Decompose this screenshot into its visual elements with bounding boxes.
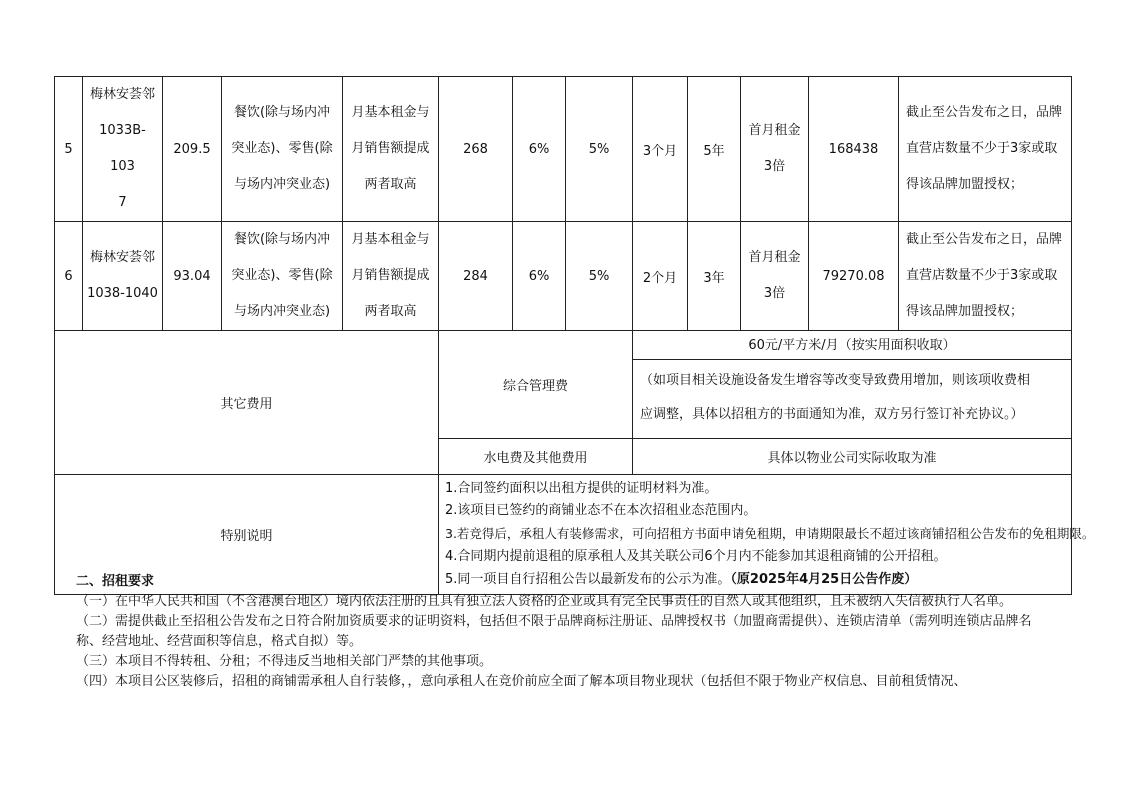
- utility-fee-label: 水电费及其他费用: [439, 439, 633, 475]
- requirement-paragraph: （一）在中华人民共和国（不含港澳台地区）境内依法注册的且具有独立法人资格的企业或具有完全民事责任的自然人或其他组织，且未被纳入失信被执行人名单。: [76, 594, 1013, 609]
- amount: 79270.08: [809, 222, 899, 331]
- requirements-section: [76, 572, 1056, 692]
- qualification: 截止至公告发布之日，品牌 直营店数量不少于3家或取 得该品牌加盟授权；: [899, 222, 1072, 331]
- section-title: 二、招租要求: [76, 574, 155, 589]
- shop-name: 梅林安荟邻 1033B-103 7: [83, 77, 163, 222]
- note-item-last: 5.同一项目自行招租公告以最新发布的公示为准。（原2025年4月25日公告作废）: [445, 571, 918, 587]
- deposit: 首月租金 3倍: [741, 77, 809, 222]
- shop-name: 梅林安荟邻 1038-1040: [83, 222, 163, 331]
- row-number: 5: [55, 77, 83, 222]
- requirement-paragraph: （三）本项目不得转租、分租；不得违反当地相关部门严禁的其他事项。: [76, 654, 493, 669]
- table-row: [55, 77, 1072, 222]
- row-number: 6: [55, 222, 83, 331]
- mgmt-fee-note: （如项目相关设施设备发生增容等改变导致费用增加，则该项收费相 应调整，具体以招租方的书面通知为准，双方另行签订补充协议。）: [640, 373, 1031, 422]
- free-period: 3个月: [633, 77, 688, 222]
- note-item: 2.该项目已签约的商铺业态不在本次招租业态范围内。: [445, 503, 757, 519]
- other-fees-label: 其它费用: [55, 331, 439, 475]
- special-notes-label: 特别说明: [55, 475, 439, 595]
- qualification: 截止至公告发布之日，品牌 直营店数量不少于3家或取 得该品牌加盟授权；: [899, 77, 1072, 222]
- rent-method: 月基本租金与 月销售额提成 两者取高: [343, 222, 439, 331]
- rate-2: 5%: [566, 222, 633, 331]
- shop-use: 餐饮(除与场内冲 突业态)、零售(除 与场内冲突业态): [222, 222, 343, 331]
- note-item: 4.合同期内提前退租的原承租人及其关联公司6个月内不能参加其退租商铺的公开招租。: [445, 548, 947, 564]
- other-fees-row: [55, 331, 1072, 439]
- utility-fee-value: 具体以物业公司实际收取为准: [633, 439, 1072, 475]
- rent-method: 月基本租金与 月销售额提成 两者取高: [343, 77, 439, 222]
- note-item: 1.合同签约面积以出租方提供的证明材料为准。: [445, 480, 718, 496]
- requirement-paragraph: （四）本项目公区装修后，招租的商铺需承租人自行装修，，意向承租人在竞价前应全面了解本项目物业现状（包括但不限于物业产权信息、目前租赁情况、: [76, 674, 967, 689]
- rate-1: 6%: [513, 222, 566, 331]
- lease-term: 5年: [688, 77, 741, 222]
- free-period: 2个月: [633, 222, 688, 331]
- table-row: [55, 222, 1072, 331]
- shop-area: 209.5: [163, 77, 222, 222]
- base-rent: 268: [439, 77, 513, 222]
- shop-area: 93.04: [163, 222, 222, 331]
- mgmt-fee-value: [633, 331, 1072, 439]
- lease-table: [54, 76, 1095, 595]
- base-rent: 284: [439, 222, 513, 331]
- requirement-paragraph: （二）需提供截止至招租公告发布之日符合附加资质要求的证明资料，包括但不限于品牌商标注册证、品牌授权书（加盟商需提供）、连锁店清单（需列明连锁店品牌名称、经营地址、经营面积等信息，格式自拟）等。: [76, 614, 1032, 649]
- rate-1: 6%: [513, 77, 566, 222]
- rate-2: 5%: [566, 77, 633, 222]
- note-item: 3.若竞得后，承租人有装修需求，可向招租方书面申请免租期，申请期限最长不超过该商铺招租公告发布的免租期限。: [445, 526, 1095, 542]
- deposit: 首月租金 3倍: [741, 222, 809, 331]
- amount: 168438: [809, 77, 899, 222]
- mgmt-fee-label: 综合管理费: [439, 331, 633, 439]
- shop-use: 餐饮(除与场内冲 突业态)、零售(除 与场内冲突业态): [222, 77, 343, 222]
- mgmt-fee-amount: 60元/平方米/月（按实用面积收取）: [633, 333, 1071, 360]
- void-notice: （原2025年4月25日公告作废）: [730, 571, 918, 587]
- lease-term: 3年: [688, 222, 741, 331]
